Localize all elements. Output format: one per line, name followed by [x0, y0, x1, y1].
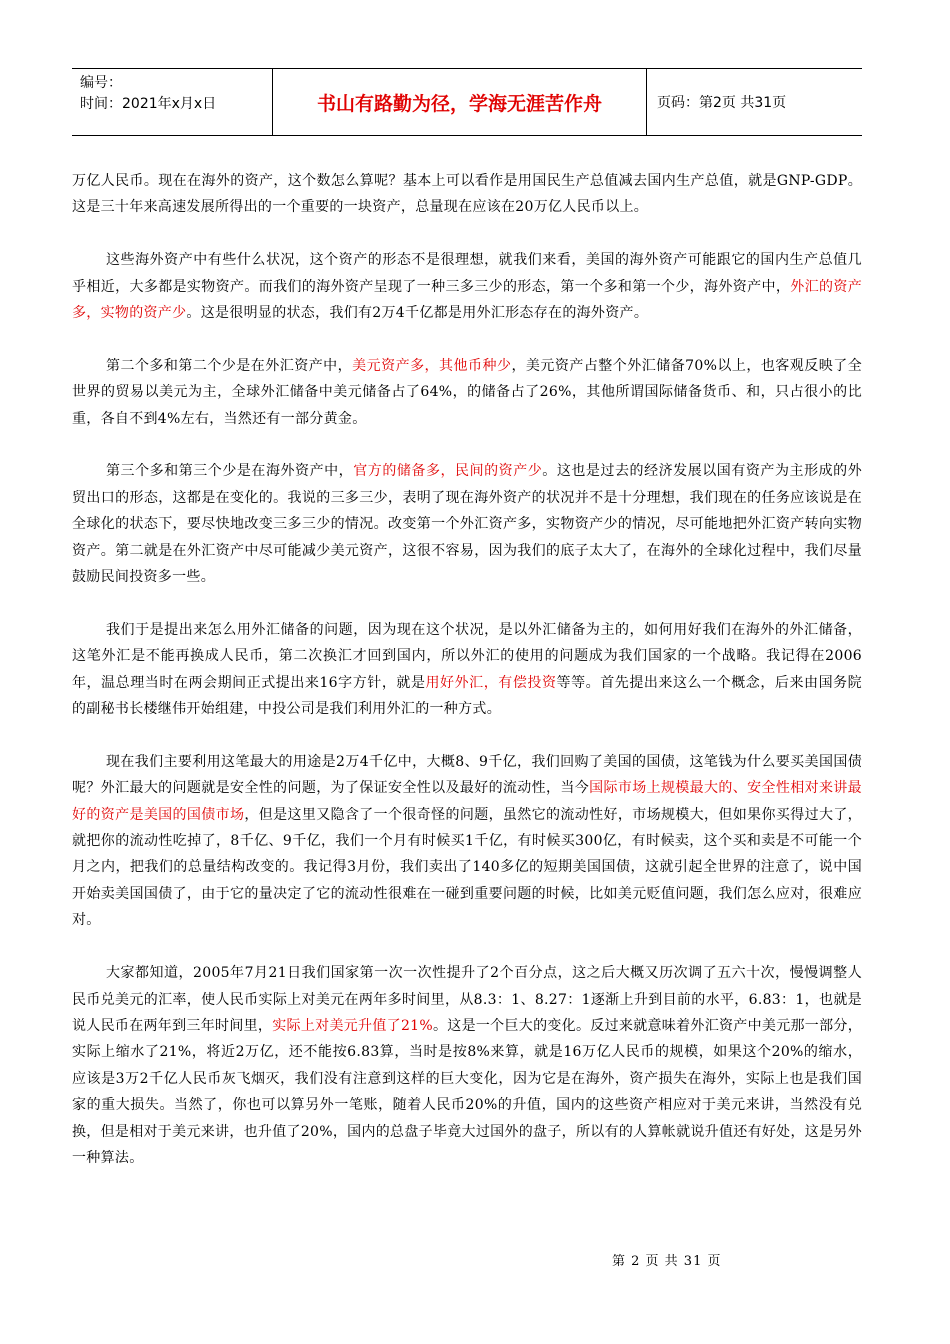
highlighted-text: 用好外汇，有偿投资: [425, 674, 557, 691]
paragraph-text: 第三个多和第三个少是在海外资产中，: [106, 463, 354, 480]
header-info-cell: [72, 69, 273, 135]
paragraph-text: ，美元资产占整个外汇储备70%以上，也客观反映了全世界的贸易以美元为主，全球外汇储备中美元储备占了64%，的储备占了26%，其他所谓国际储备货币、和，只占很小的比重，各自不到4%左右，当然还有一部分黄金。: [72, 357, 862, 427]
paragraph-text: 。这也是过去的经济发展以国有资产为主形成的外贸出口的形态，这都是在变化的。我说的三多三少，表明了现在海外资产的状况并不是十分理想，我们现在的任务应该说是在全球化的状态下，要尽快地改变三多三少的情况。改变第一个外汇资产多，实物资产少的情况，尽可能地把外汇资产转向实物资产。第二就是在外汇资产中尽可能减少美元资产，这很不容易，因为我们的底子太大了，在海外的全球化过程中，我们尽量鼓励民间投资多一些。: [72, 463, 862, 586]
paragraph-text: 等等。首先提出来这么一个概念，后来由国务院的副秘书长楼继伟开始组建，中投公司是我们利用外汇的一种方式。: [72, 674, 862, 718]
paragraph-p6: [72, 749, 862, 934]
document-body: [72, 168, 862, 1198]
header-motto: 书山有路勤为径，学海无涯苦作舟: [273, 69, 647, 135]
highlighted-text: 官方的储备多，民间的资产少: [353, 463, 543, 480]
paragraph-text: 这些海外资产中有些什么状况，这个资产的形态不是很理想，就我们来看，美国的海外资产可能跟它的国内生产总值几乎相近，大多都是实物资产。而我们的海外资产呈现了一种三多三少的形态，第一个多和第一个少，海外资产中，: [72, 252, 862, 295]
paragraph-text: 我们于是提出来怎么用外汇储备的问题，因为现在这个状况，是以外汇储备为主的，如何用好我们在海外的外汇储备，这笔外汇是不能再换成人民币，第二次换汇才回到国内，所以外汇的使用的问题成为我们国家的一个战略。我记得在2006年，温总理当时在两会期间正式提出来16字方针，就是: [72, 621, 862, 691]
paragraph-p4: [72, 458, 862, 590]
header-page-info: 页码：第2页 共31页: [657, 95, 787, 111]
highlighted-text: 实际上对美元升值了21%: [272, 1017, 433, 1034]
paragraph-text: 万亿人民币。现在在海外的资产，这个数怎么算呢？基本上可以看作是用国民生产总值减去国内生产总值，就是GNP-GDP。这是三十年来高速发展所得出的一个重要的一块资产，总量现在应该在20万亿人民币以上。: [72, 173, 862, 216]
paragraph-text: 现在我们主要利用这笔最大的用途是2万4千亿中，大概8、9千亿，我们回购了美国的国债，这笔钱为什么要买美国国债呢？外汇最大的问题就是安全性的问题，为了保证安全性以及最好的流动性，当今: [72, 753, 862, 797]
number-label: 编号：: [80, 75, 122, 91]
highlighted-text: 美元资产多，其他币种少: [352, 357, 512, 374]
paragraph-p3: [72, 353, 862, 432]
paragraph-text: 第二个多和第二个少是在外汇资产中，: [106, 357, 353, 374]
paragraph-p2: [72, 247, 862, 326]
paragraph-text: 。这是很明显的状态，我们有2万4千亿都是用外汇形态存在的海外资产。: [186, 305, 649, 322]
highlighted-text: 国际市场上规模最大的、安全性相对来讲最好的资产是美国的国债市场: [72, 780, 862, 823]
page-header: [72, 68, 862, 136]
time-label: 时间：2021年x月x日: [80, 96, 217, 112]
paragraph-text: 。这是一个巨大的变化。反过来就意味着外汇资产中美元那一部分，实际上缩水了21%，将近2万亿，还不能按6.83算，当时是按8%来算，就是16万亿人民币的规模，如果这个20%的缩水，应该是3万2千亿人民币灰飞烟灭，我们没有注意到这样的巨大变化，因为它是在海外，资产损失在海外，实际上也是我们国家的重大损失。当然了，你也可以算另外一笔账，随着人民币20%的升值，国内的这些资产相应对于美元来讲，当然没有兑换，但是相对于美元来讲，也升值了20%，国内的总盘子毕竟大过国外的盘子，所以有的人算帐就说升值还有好处，这是另外一种算法。: [72, 1017, 863, 1166]
page-footer: 第 2 页 共 31 页: [612, 1254, 722, 1269]
paragraph-p7: [72, 960, 862, 1171]
paragraph-text: 大家都知道，2005年7月21日我们国家第一次一次性提升了2个百分点，这之后大概又历次调了五六十次，慢慢调整人民币兑美元的汇率，使人民币实际上对美元在两年多时间里，从8.3：1、8.27：1逐渐上升到目前的水平，6.83：1，也就是说人民币在两年到三年时间里，: [72, 965, 862, 1034]
highlighted-text: 外汇的资产多，实物的资产少: [72, 278, 863, 322]
paragraph-p5: [72, 617, 862, 723]
paragraph-p1: [72, 168, 862, 221]
paragraph-text: ，但是这里又隐含了一个很奇怪的问题，虽然它的流动性好，市场规模大，但如果你买得过大了，就把你的流动性吃掉了，8千亿、9千亿，我们一个月有时候买1千亿，有时候买300亿，有时候卖，这个买和卖是不可能一个月之内，把我们的总量结构改变的。我记得3月份，我们卖出了140多亿的短期美国国债，这就引起全世界的注意了，说中国开始卖美国国债了，由于它的量决定了它的流动性很难在一碰到重要问题的时候，比如美元贬值问题，我们怎么应对，很难应对。: [72, 806, 862, 929]
